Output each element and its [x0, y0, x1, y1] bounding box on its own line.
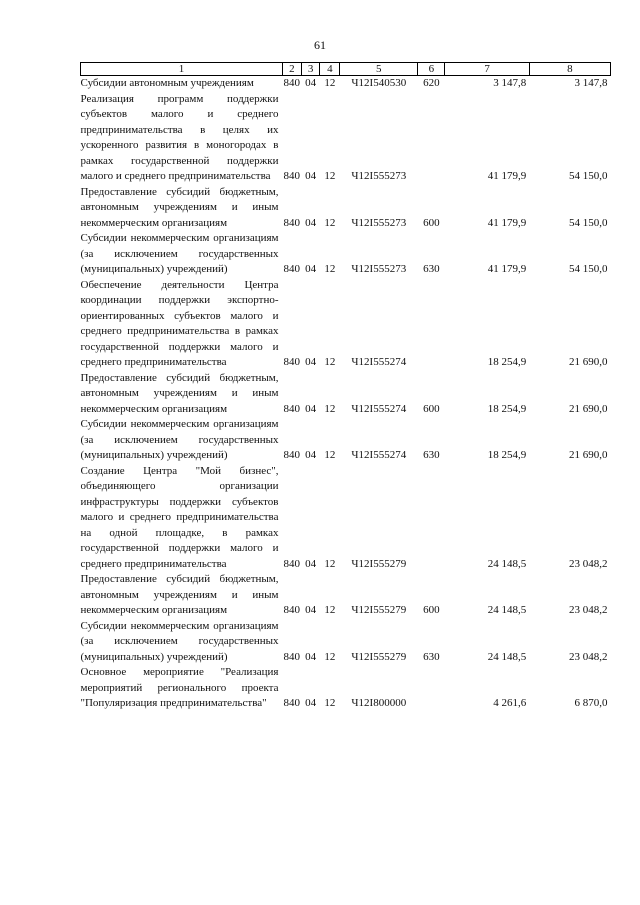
page-number: 61 — [314, 38, 326, 52]
row-target: Ч12I555273 — [351, 216, 407, 229]
row-section: 04 — [305, 77, 317, 89]
table-row — [81, 92, 611, 185]
row-section: 04 — [305, 449, 317, 461]
column-header: 8 — [529, 63, 610, 76]
row-name: Предоставление субсидий бюджетным, автономным учреждениям и иным некоммерческим организациям — [80, 573, 279, 616]
column-header: 4 — [320, 63, 340, 76]
row-admin: 840 — [283, 650, 300, 663]
row-subsection: 12 — [324, 170, 336, 182]
row-value-1: 18 254,9 — [487, 449, 527, 461]
table-row — [81, 665, 611, 712]
table-row — [81, 76, 611, 92]
row-type: 600 — [423, 402, 440, 415]
row-section: 04 — [305, 170, 317, 182]
row-section: 04 — [305, 604, 317, 616]
row-type — [418, 464, 445, 573]
row-target: Ч12I555279 — [351, 604, 407, 616]
row-subsection: 12 — [324, 557, 336, 570]
table-row — [81, 464, 611, 573]
row-name: Реализация программ поддержки субъектов малого и среднего предпринимательства в целях их ускоренного развития в моногородах в рамках государственной поддержки малого и среднего предпринимательства — [80, 92, 279, 182]
table-row — [81, 417, 611, 464]
row-section: 04 — [305, 356, 317, 368]
row-name: Предоставление субсидий бюджетным, автономным учреждениям и иным некоммерческим организациям — [80, 371, 279, 415]
budget-table — [80, 62, 611, 712]
table-row — [81, 278, 611, 371]
row-type — [418, 92, 445, 185]
row-value-2: 54 150,0 — [569, 216, 608, 229]
row-target: Ч12I800000 — [351, 697, 407, 709]
table-row — [81, 619, 611, 666]
row-value-1: 24 148,5 — [487, 604, 527, 616]
row-target: Ч12I555274 — [351, 449, 407, 461]
row-value-2: 21 690,0 — [569, 402, 608, 415]
row-type — [418, 665, 445, 712]
row-admin: 840 — [283, 697, 300, 709]
row-section: 04 — [305, 557, 317, 570]
row-subsection: 12 — [324, 697, 336, 709]
column-header: 5 — [340, 63, 418, 76]
row-target: Ч12I555273 — [351, 170, 407, 182]
table-row — [81, 231, 611, 278]
table-row — [81, 371, 611, 418]
row-admin: 840 — [283, 170, 300, 182]
row-admin: 840 — [283, 604, 300, 616]
row-subsection: 12 — [324, 604, 336, 616]
row-target: Ч12I555273 — [351, 263, 407, 275]
row-section: 04 — [305, 216, 317, 229]
table-header-row — [81, 63, 611, 76]
row-name: Субсидии некоммерческим организациям (за исключением государственных (муниципальных) учреждений) — [80, 418, 279, 461]
column-header: 7 — [445, 63, 529, 76]
row-admin: 840 — [283, 263, 300, 275]
row-value-1: 24 148,5 — [487, 650, 527, 663]
row-target: Ч12I540530 — [351, 77, 407, 89]
row-value-2: 23 048,2 — [569, 604, 608, 616]
row-value-2: 6 870,0 — [574, 697, 608, 709]
row-target: Ч12I555279 — [351, 557, 407, 570]
row-type: 630 — [423, 650, 440, 663]
row-value-1: 41 179,9 — [487, 216, 527, 229]
column-header: 1 — [81, 63, 283, 76]
row-value-2: 54 150,0 — [569, 263, 608, 275]
row-value-1: 41 179,9 — [487, 170, 527, 182]
row-admin: 840 — [283, 402, 300, 415]
row-value-1: 18 254,9 — [487, 356, 527, 368]
row-value-2: 54 150,0 — [569, 170, 608, 182]
row-admin: 840 — [283, 356, 300, 368]
column-header: 2 — [283, 63, 302, 76]
row-value-2: 23 048,2 — [569, 557, 608, 570]
row-section: 04 — [305, 697, 317, 709]
row-type — [418, 278, 445, 371]
row-subsection: 12 — [324, 650, 336, 663]
row-type: 620 — [423, 77, 440, 89]
row-value-2: 21 690,0 — [569, 356, 608, 368]
row-section: 04 — [305, 650, 317, 663]
row-target: Ч12I555279 — [351, 650, 407, 663]
row-value-2: 23 048,2 — [569, 650, 608, 663]
row-name: Субсидии некоммерческим организациям (за исключением государственных (муниципальных) учреждений) — [80, 619, 279, 663]
column-header: 3 — [301, 63, 320, 76]
row-name: Основное мероприятие "Реализация мероприятий регионального проекта "Популяризация предпринимательства" — [80, 666, 279, 709]
row-admin: 840 — [283, 557, 300, 570]
row-type: 600 — [423, 604, 440, 616]
row-value-1: 4 261,6 — [493, 697, 527, 709]
row-type: 630 — [423, 449, 440, 461]
row-value-1: 3 147,8 — [493, 77, 527, 89]
row-subsection: 12 — [324, 263, 336, 275]
row-target: Ч12I555274 — [351, 402, 407, 415]
row-name: Обеспечение деятельности Центра координации поддержки экспортно-ориентированных субъектов малого и среднего предпринимательства в рамках государственной поддержки малого и среднего предпринимательства — [80, 278, 279, 368]
row-admin: 840 — [283, 449, 300, 461]
row-section: 04 — [305, 402, 317, 415]
row-type: 630 — [423, 263, 440, 275]
row-value-1: 18 254,9 — [487, 402, 527, 415]
row-name: Субсидии автономным учреждениям — [80, 77, 254, 89]
row-target: Ч12I555274 — [351, 356, 407, 368]
row-admin: 840 — [283, 77, 300, 89]
row-subsection: 12 — [324, 356, 336, 368]
row-value-1: 24 148,5 — [487, 557, 527, 570]
row-subsection: 12 — [324, 402, 336, 415]
row-name: Создание Центра "Мой бизнес", объединяющего организации инфраструктуры поддержки субъектов малого и среднего предпринимательства на одной площадке, в рамках государственной поддержки малого и среднего предпринимательства — [80, 464, 279, 570]
row-value-2: 3 147,8 — [574, 77, 608, 89]
row-subsection: 12 — [324, 449, 336, 461]
table-row — [81, 185, 611, 232]
row-admin: 840 — [283, 216, 300, 229]
table-row — [81, 572, 611, 619]
row-value-2: 21 690,0 — [569, 449, 608, 461]
row-name: Предоставление субсидий бюджетным, автономным учреждениям и иным некоммерческим организациям — [80, 185, 279, 229]
row-type: 600 — [423, 216, 440, 229]
row-value-1: 41 179,9 — [487, 263, 527, 275]
column-header: 6 — [418, 63, 445, 76]
row-subsection: 12 — [324, 77, 336, 89]
row-subsection: 12 — [324, 216, 336, 229]
row-name: Субсидии некоммерческим организациям (за исключением государственных (муниципальных) учреждений) — [80, 232, 279, 275]
row-section: 04 — [305, 263, 317, 275]
